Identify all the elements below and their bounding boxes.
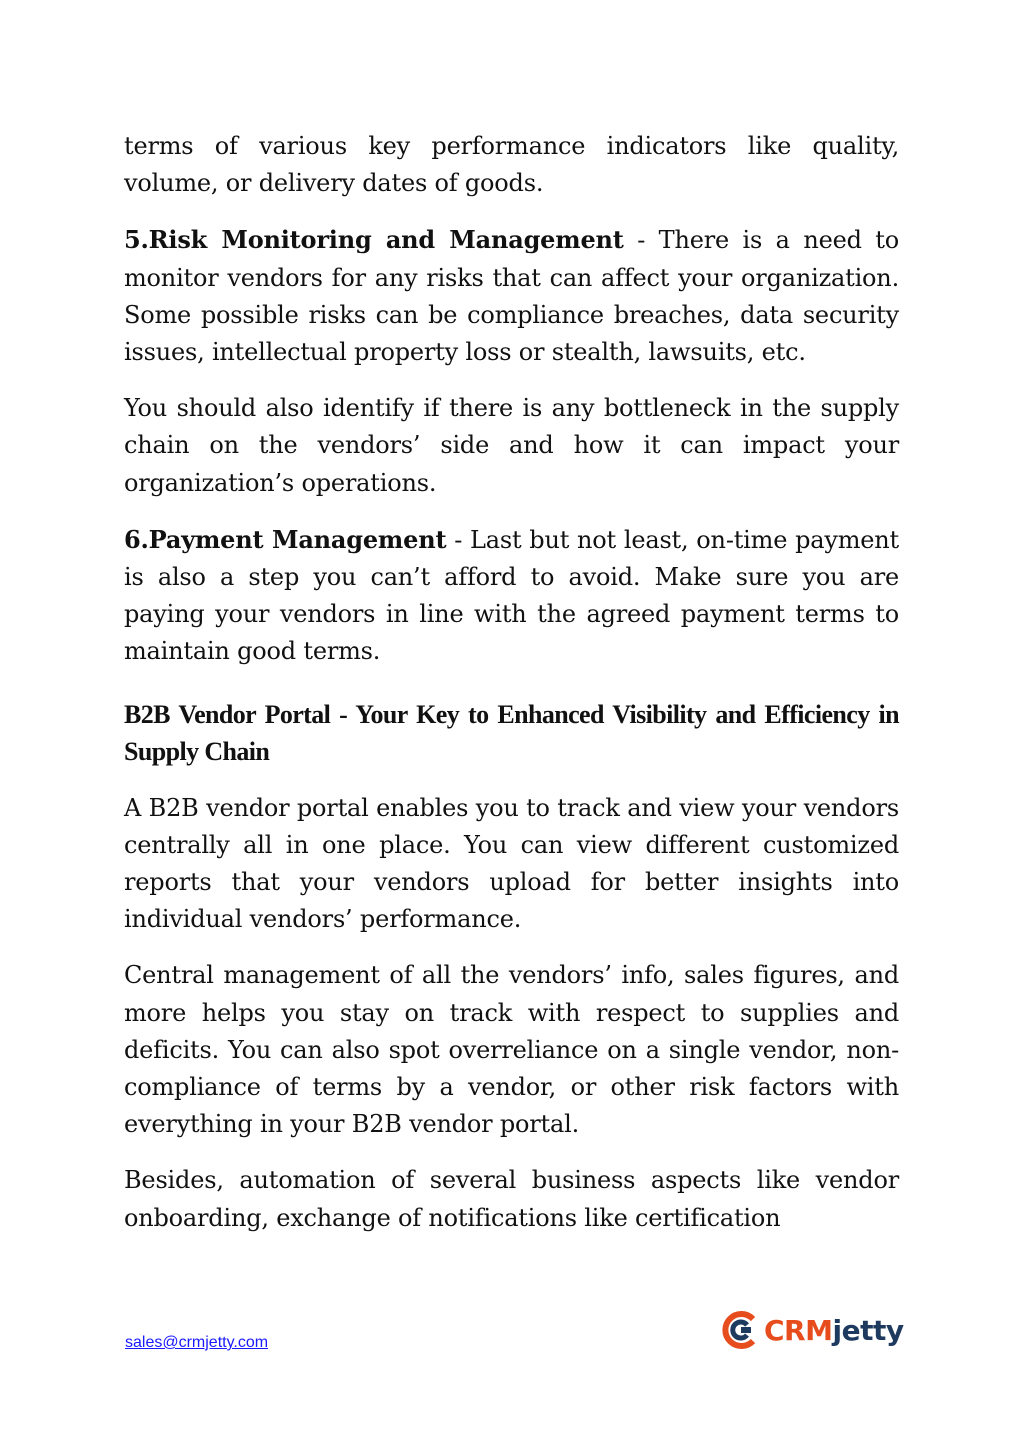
paragraph-payment-management [124, 521, 899, 671]
footer-email-link[interactable]: sales@crmjetty.com [125, 1334, 269, 1351]
paragraph-bottleneck: You should also identify if there is any bottleneck in the supply chain on the vendors’ side and how it can impact your organization’s operations. [124, 394, 899, 497]
crmjetty-logo-icon [720, 1310, 760, 1350]
paragraph-central-management: Central management of all the vendors’ info, sales figures, and more helps you stay on track with respect to supplies and deficits. You can also spot overreliance on a single vendor, non-compliance of terms by a vendor, or other risk factors with everything in your B2B vendor portal. [124, 961, 899, 1139]
payment-management-text: - Last but not least, on-time payment is also a step you can’t afford to avoid. Make sure you are paying your vendors in line with the agreed payment terms to maintain good terms. [124, 525, 899, 666]
logo-jetty-text: jetty [832, 1313, 904, 1347]
risk-monitoring-text: - There is a need to monitor vendors for any risks that can affect your organization. Some possible risks can be compliance breaches, data security issues, intellectual property loss or stealth, lawsuits, etc. [124, 226, 899, 367]
logo-crm-text: CRM [764, 1313, 833, 1347]
payment-management-heading: 6.Payment Management [124, 524, 447, 554]
document-body [124, 128, 899, 1256]
paragraph-portal-intro: A B2B vendor portal enables you to track and view your vendors centrally all in one place. You can view different customized reports that your vendors upload for better insights into individual vendors’ performance. [124, 793, 899, 934]
risk-monitoring-heading: 5.Risk Monitoring and Management [124, 225, 624, 255]
section-heading: B2B Vendor Portal - Your Key to Enhanced Visibility and Efficiency in Supply Chain [124, 699, 899, 766]
crmjetty-logo [720, 1307, 904, 1353]
paragraph-kpi-continuation: terms of various key performance indicators like quality, volume, or delivery dates of goods. [124, 132, 899, 198]
paragraph-risk-monitoring [124, 221, 899, 371]
crmjetty-logo-text [764, 1314, 904, 1347]
paragraph-automation: Besides, automation of several business aspects like vendor onboarding, exchange of notifications like certification [124, 1166, 899, 1232]
